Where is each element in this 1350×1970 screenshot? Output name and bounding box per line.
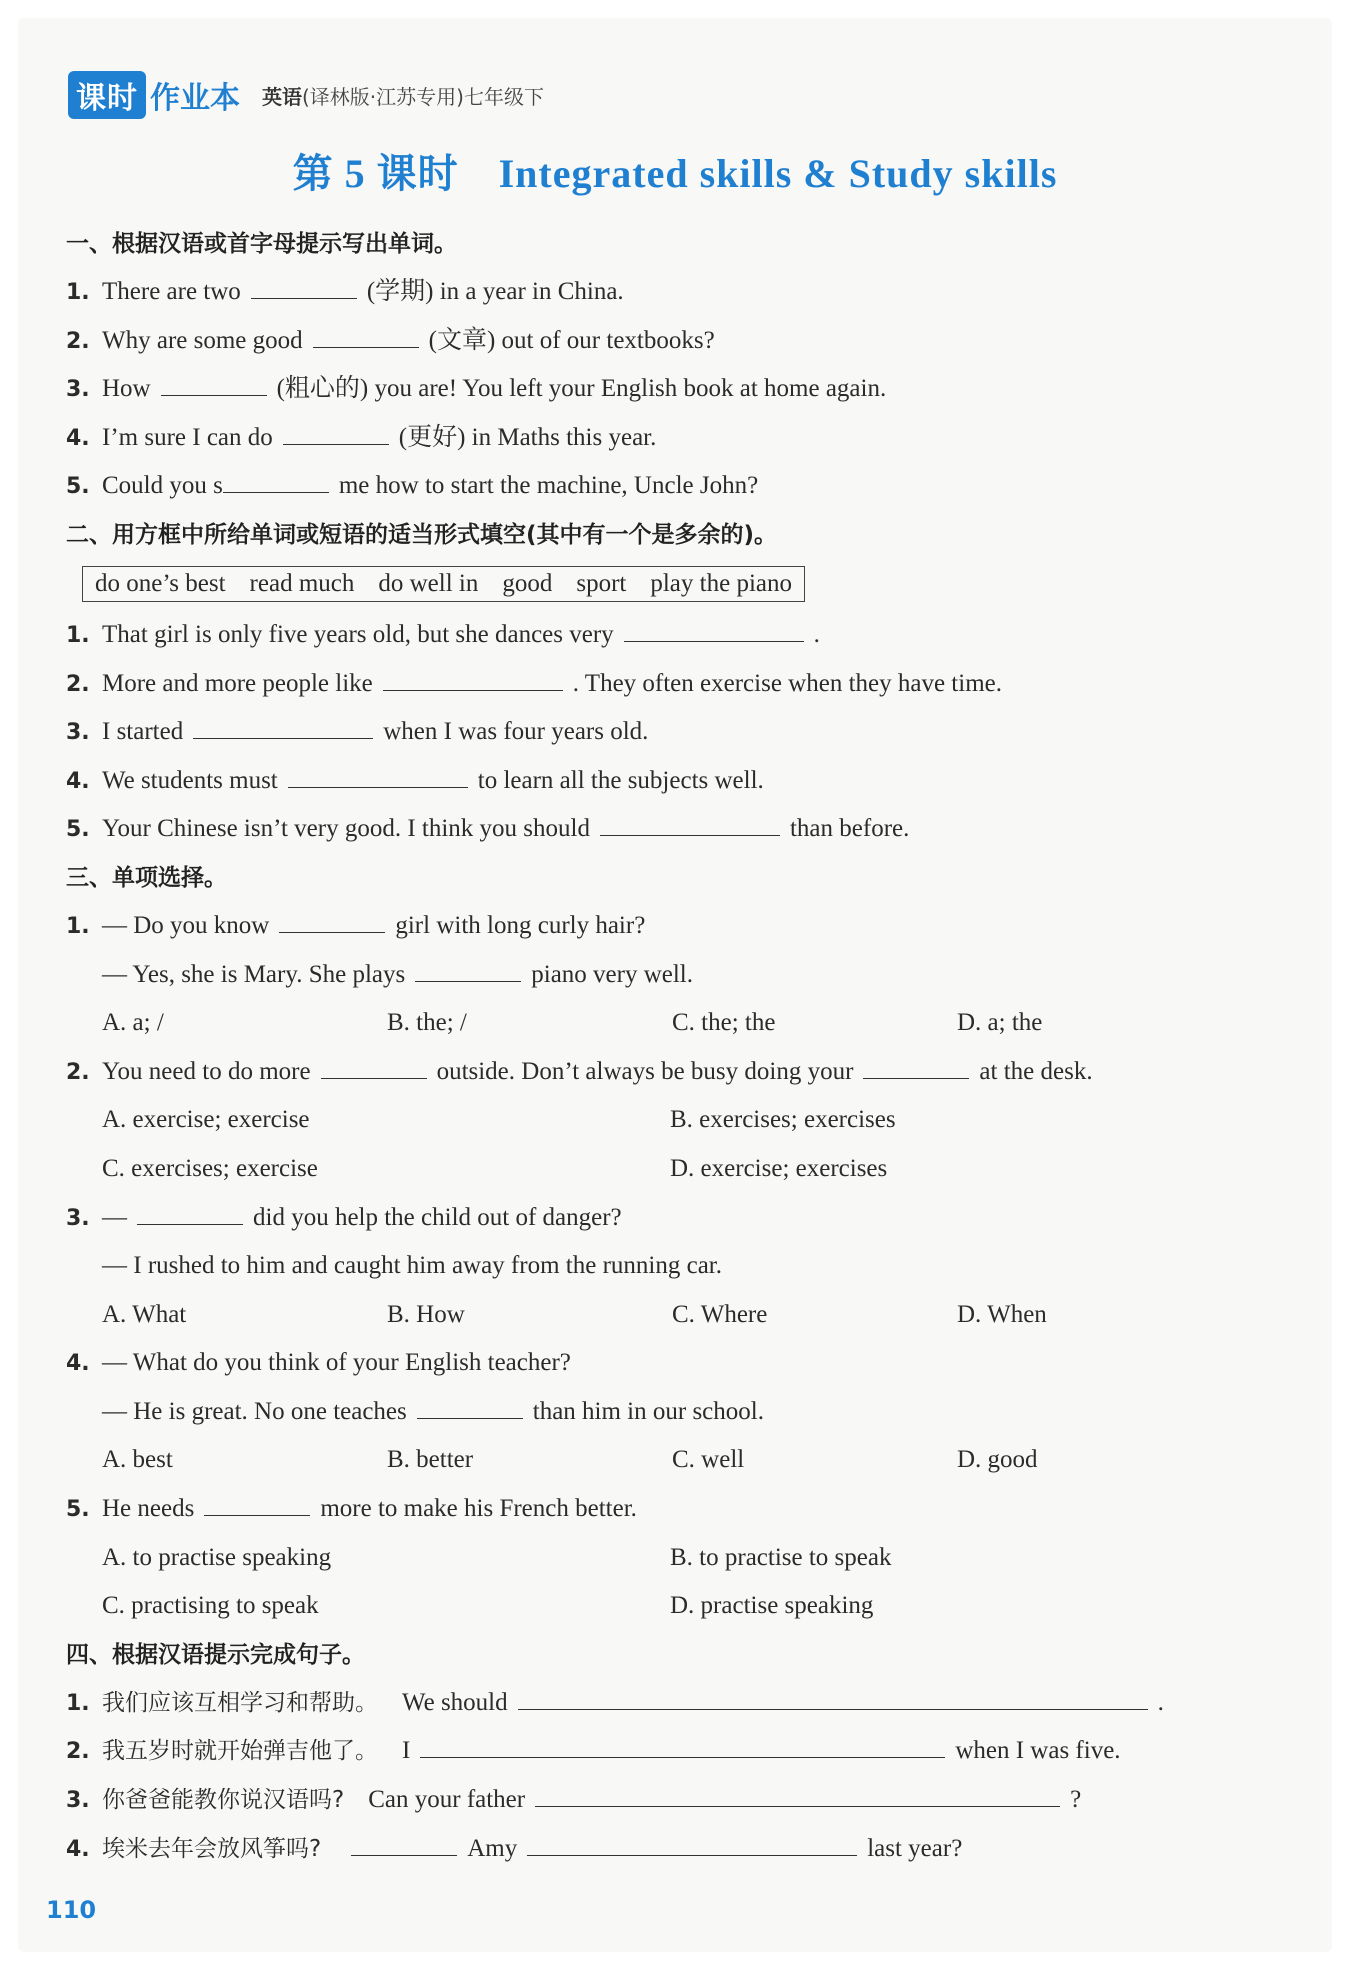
- q2-options-row1: [66, 1096, 1296, 1145]
- option[interactable]: C. well: [672, 1446, 745, 1474]
- item-text: piano very well.: [531, 960, 694, 988]
- item-number: 3.: [66, 1205, 90, 1231]
- logo-box: 课时: [68, 71, 146, 119]
- chinese-prompt: 我五岁时就开始弹吉他了。: [102, 1738, 378, 1765]
- q1-options: [66, 999, 1296, 1048]
- option[interactable]: D. a; the: [957, 1009, 1043, 1037]
- section-3-heading: 三、单项选择。: [66, 864, 227, 891]
- item-number: 1.: [66, 913, 90, 939]
- s2-item: [66, 708, 1296, 757]
- item-text: .: [1157, 1688, 1164, 1716]
- answer-blank[interactable]: [204, 1489, 310, 1516]
- q1-line1: [66, 902, 1296, 951]
- item-text: than him in our school.: [532, 1397, 764, 1425]
- item-number: 4.: [66, 1836, 90, 1862]
- option[interactable]: B. exercises; exercises: [670, 1106, 896, 1134]
- item-text: did you help the child out of danger?: [253, 1203, 622, 1231]
- logo-text: 作业本: [150, 81, 240, 116]
- answer-blank[interactable]: [535, 1780, 1060, 1807]
- answer-blank[interactable]: [313, 321, 419, 348]
- option[interactable]: B. the; /: [387, 1009, 467, 1037]
- s1-item: [66, 268, 1296, 317]
- item-text: I’m sure I can do: [102, 423, 273, 451]
- s1-item: [66, 414, 1296, 463]
- item-text: Your Chinese isn’t very good. I think you should: [102, 815, 590, 843]
- item-number: 1.: [66, 280, 90, 305]
- item-number: 5.: [66, 474, 90, 500]
- q3-options: [66, 1291, 1296, 1340]
- item-text: at the desk.: [979, 1057, 1093, 1085]
- book-info: [262, 81, 544, 110]
- q4-options: [66, 1436, 1296, 1485]
- item-text: We students must: [102, 766, 278, 794]
- section-4-heading: 四、根据汉语提示完成句子。: [66, 1641, 365, 1668]
- item-text: ?: [1070, 1786, 1082, 1814]
- item-text: I started: [102, 718, 184, 746]
- option[interactable]: D. exercise; exercises: [670, 1154, 888, 1182]
- word-option: sport: [576, 569, 627, 597]
- item-number: 2.: [66, 1059, 90, 1085]
- answer-blank[interactable]: [518, 1683, 1148, 1710]
- item-text: — He is great. No one teaches: [102, 1397, 407, 1425]
- item-text: How: [102, 375, 151, 403]
- item-text: .: [813, 620, 820, 648]
- item-number: 4.: [66, 425, 90, 451]
- item-text: Why are some good: [102, 326, 303, 354]
- item-text: to learn all the subjects well.: [477, 766, 764, 794]
- section-2-heading: 二、用方框中所给单词或短语的适当形式填空(其中有一个是多余的)。: [66, 521, 778, 548]
- word-option: do well in: [378, 569, 479, 597]
- answer-blank[interactable]: [321, 1052, 427, 1079]
- option[interactable]: A. to practise speaking: [102, 1543, 332, 1571]
- s2-item: [66, 611, 1296, 660]
- option[interactable]: A. exercise; exercise: [102, 1106, 310, 1134]
- item-text: Could you s: [102, 472, 223, 500]
- s4-item: [66, 1825, 1296, 1874]
- answer-blank[interactable]: [624, 615, 804, 642]
- item-text: more to make his French better.: [320, 1495, 637, 1523]
- item-number: 3.: [66, 720, 90, 746]
- s4-item: [66, 1776, 1296, 1825]
- option[interactable]: D. practise speaking: [670, 1592, 874, 1620]
- item-text: There are two: [102, 278, 241, 305]
- q5-options-row1: [66, 1534, 1296, 1583]
- answer-blank[interactable]: [279, 906, 385, 933]
- q2-options-row2: [66, 1145, 1296, 1194]
- item-text: — Do you know: [102, 911, 270, 939]
- item-number: 3.: [66, 377, 90, 403]
- item-number: 2.: [66, 671, 90, 697]
- item-text: (粗心的) you are! You left your English book at home again.: [276, 375, 887, 403]
- item-text: when I was five.: [955, 1737, 1121, 1765]
- answer-blank[interactable]: [288, 761, 468, 788]
- q5-options-row2: [66, 1582, 1296, 1631]
- option[interactable]: C. exercises; exercise: [102, 1154, 318, 1182]
- item-text: —: [102, 1203, 127, 1231]
- item-text: than before.: [789, 815, 910, 843]
- option[interactable]: B. to practise to speak: [670, 1543, 892, 1571]
- option[interactable]: D. good: [957, 1446, 1038, 1474]
- word-box-row: [66, 559, 1296, 611]
- answer-blank[interactable]: [161, 369, 267, 396]
- item-number: 4.: [66, 768, 90, 794]
- word-option: read much: [249, 569, 355, 597]
- item-text: . They often exercise when they have time.: [572, 669, 1002, 697]
- item-number: 2.: [66, 1739, 90, 1765]
- item-number: 1.: [66, 1690, 90, 1716]
- word-option: good: [502, 569, 553, 597]
- chinese-prompt: 埃米去年会放风筝吗?: [102, 1835, 322, 1862]
- answer-blank[interactable]: [527, 1829, 857, 1856]
- item-text: More and more people like: [102, 669, 373, 697]
- item-text: (文章) out of our textbooks?: [428, 326, 715, 354]
- item-text: when I was four years old.: [383, 718, 649, 746]
- option[interactable]: A. What: [102, 1300, 187, 1328]
- option[interactable]: C. the; the: [672, 1009, 776, 1037]
- item-number: 3.: [66, 1788, 90, 1814]
- page-number: 110: [46, 1896, 97, 1924]
- option[interactable]: A. best: [102, 1446, 173, 1474]
- q4-line1: [66, 1339, 1296, 1388]
- s1-item: [66, 365, 1296, 414]
- answer-blank[interactable]: [417, 1392, 523, 1419]
- s1-item: [66, 317, 1296, 366]
- s4-item: [66, 1727, 1296, 1776]
- answer-blank[interactable]: [137, 1198, 243, 1225]
- lesson-number: 第 5 课时: [292, 151, 459, 196]
- q2-line1: [66, 1048, 1296, 1097]
- chinese-prompt: 我们应该互相学习和帮助。: [102, 1689, 378, 1716]
- lesson-title: [18, 142, 1332, 199]
- q4-line2: [66, 1388, 1296, 1437]
- option[interactable]: A. a; /: [102, 1009, 164, 1037]
- option[interactable]: B. better: [387, 1446, 474, 1474]
- q3-line1: [66, 1194, 1296, 1243]
- s1-item: [66, 462, 1296, 511]
- item-text: Amy: [467, 1834, 518, 1862]
- answer-blank[interactable]: [863, 1052, 969, 1079]
- chinese-prompt: 你爸爸能教你说汉语吗?: [102, 1787, 345, 1814]
- option[interactable]: C. Where: [672, 1300, 768, 1328]
- s2-item: [66, 660, 1296, 709]
- q1-line2: [66, 951, 1296, 1000]
- answer-blank[interactable]: [415, 955, 521, 982]
- s2-item: [66, 805, 1296, 854]
- item-number: 5.: [66, 1497, 90, 1523]
- subject: 英语: [262, 84, 302, 109]
- answer-blank[interactable]: [283, 418, 389, 445]
- option[interactable]: B. How: [387, 1300, 465, 1328]
- answer-blank[interactable]: [351, 1829, 457, 1856]
- item-text: outside. Don’t always be busy doing your: [436, 1057, 854, 1085]
- s2-item: [66, 757, 1296, 806]
- exercise-content: [66, 220, 1296, 1873]
- s4-item: [66, 1679, 1296, 1728]
- item-number: 5.: [66, 817, 90, 843]
- answer-blank[interactable]: [420, 1731, 945, 1758]
- item-text: — Yes, she is Mary. She plays: [102, 960, 406, 988]
- item-number: 4.: [66, 1351, 90, 1377]
- item-text: We should: [402, 1688, 508, 1716]
- q5-line1: [66, 1485, 1296, 1534]
- answer-blank[interactable]: [600, 809, 780, 836]
- edition: (译林版·江苏专用)七年级下: [302, 84, 544, 109]
- item-text: That girl is only five years old, but she dances very: [102, 620, 614, 648]
- word-option: do one’s best: [95, 569, 226, 597]
- item-text: (学期) in a year in China.: [366, 278, 624, 305]
- q3-line2: — I rushed to him and caught him away from the running car.: [102, 1252, 722, 1280]
- item-text: I: [402, 1737, 411, 1765]
- answer-blank[interactable]: [383, 664, 563, 691]
- answer-blank[interactable]: [223, 466, 329, 493]
- section-1-heading: 一、根据汉语或首字母提示写出单词。: [66, 231, 457, 257]
- item-text: me how to start the machine, Uncle John?: [338, 472, 759, 500]
- option[interactable]: C. practising to speak: [102, 1592, 319, 1620]
- option[interactable]: D. When: [957, 1300, 1047, 1328]
- answer-blank[interactable]: [193, 712, 373, 739]
- item-text: girl with long curly hair?: [395, 911, 646, 939]
- item-text: last year?: [867, 1834, 963, 1862]
- item-number: 1.: [66, 622, 90, 648]
- lesson-topic: Integrated skills & Study skills: [498, 151, 1058, 196]
- item-number: 2.: [66, 328, 90, 354]
- item-text: He needs: [102, 1495, 195, 1523]
- answer-blank[interactable]: [251, 272, 357, 299]
- word-option: play the piano: [650, 569, 792, 597]
- item-text: (更好) in Maths this year.: [398, 423, 657, 451]
- item-text: You need to do more: [102, 1057, 311, 1085]
- word-box: [82, 566, 805, 602]
- book-header: [68, 70, 544, 120]
- item-text: Can your father: [368, 1786, 526, 1814]
- worksheet-page: [18, 18, 1332, 1952]
- item-text: — What do you think of your English teacher?: [102, 1349, 571, 1377]
